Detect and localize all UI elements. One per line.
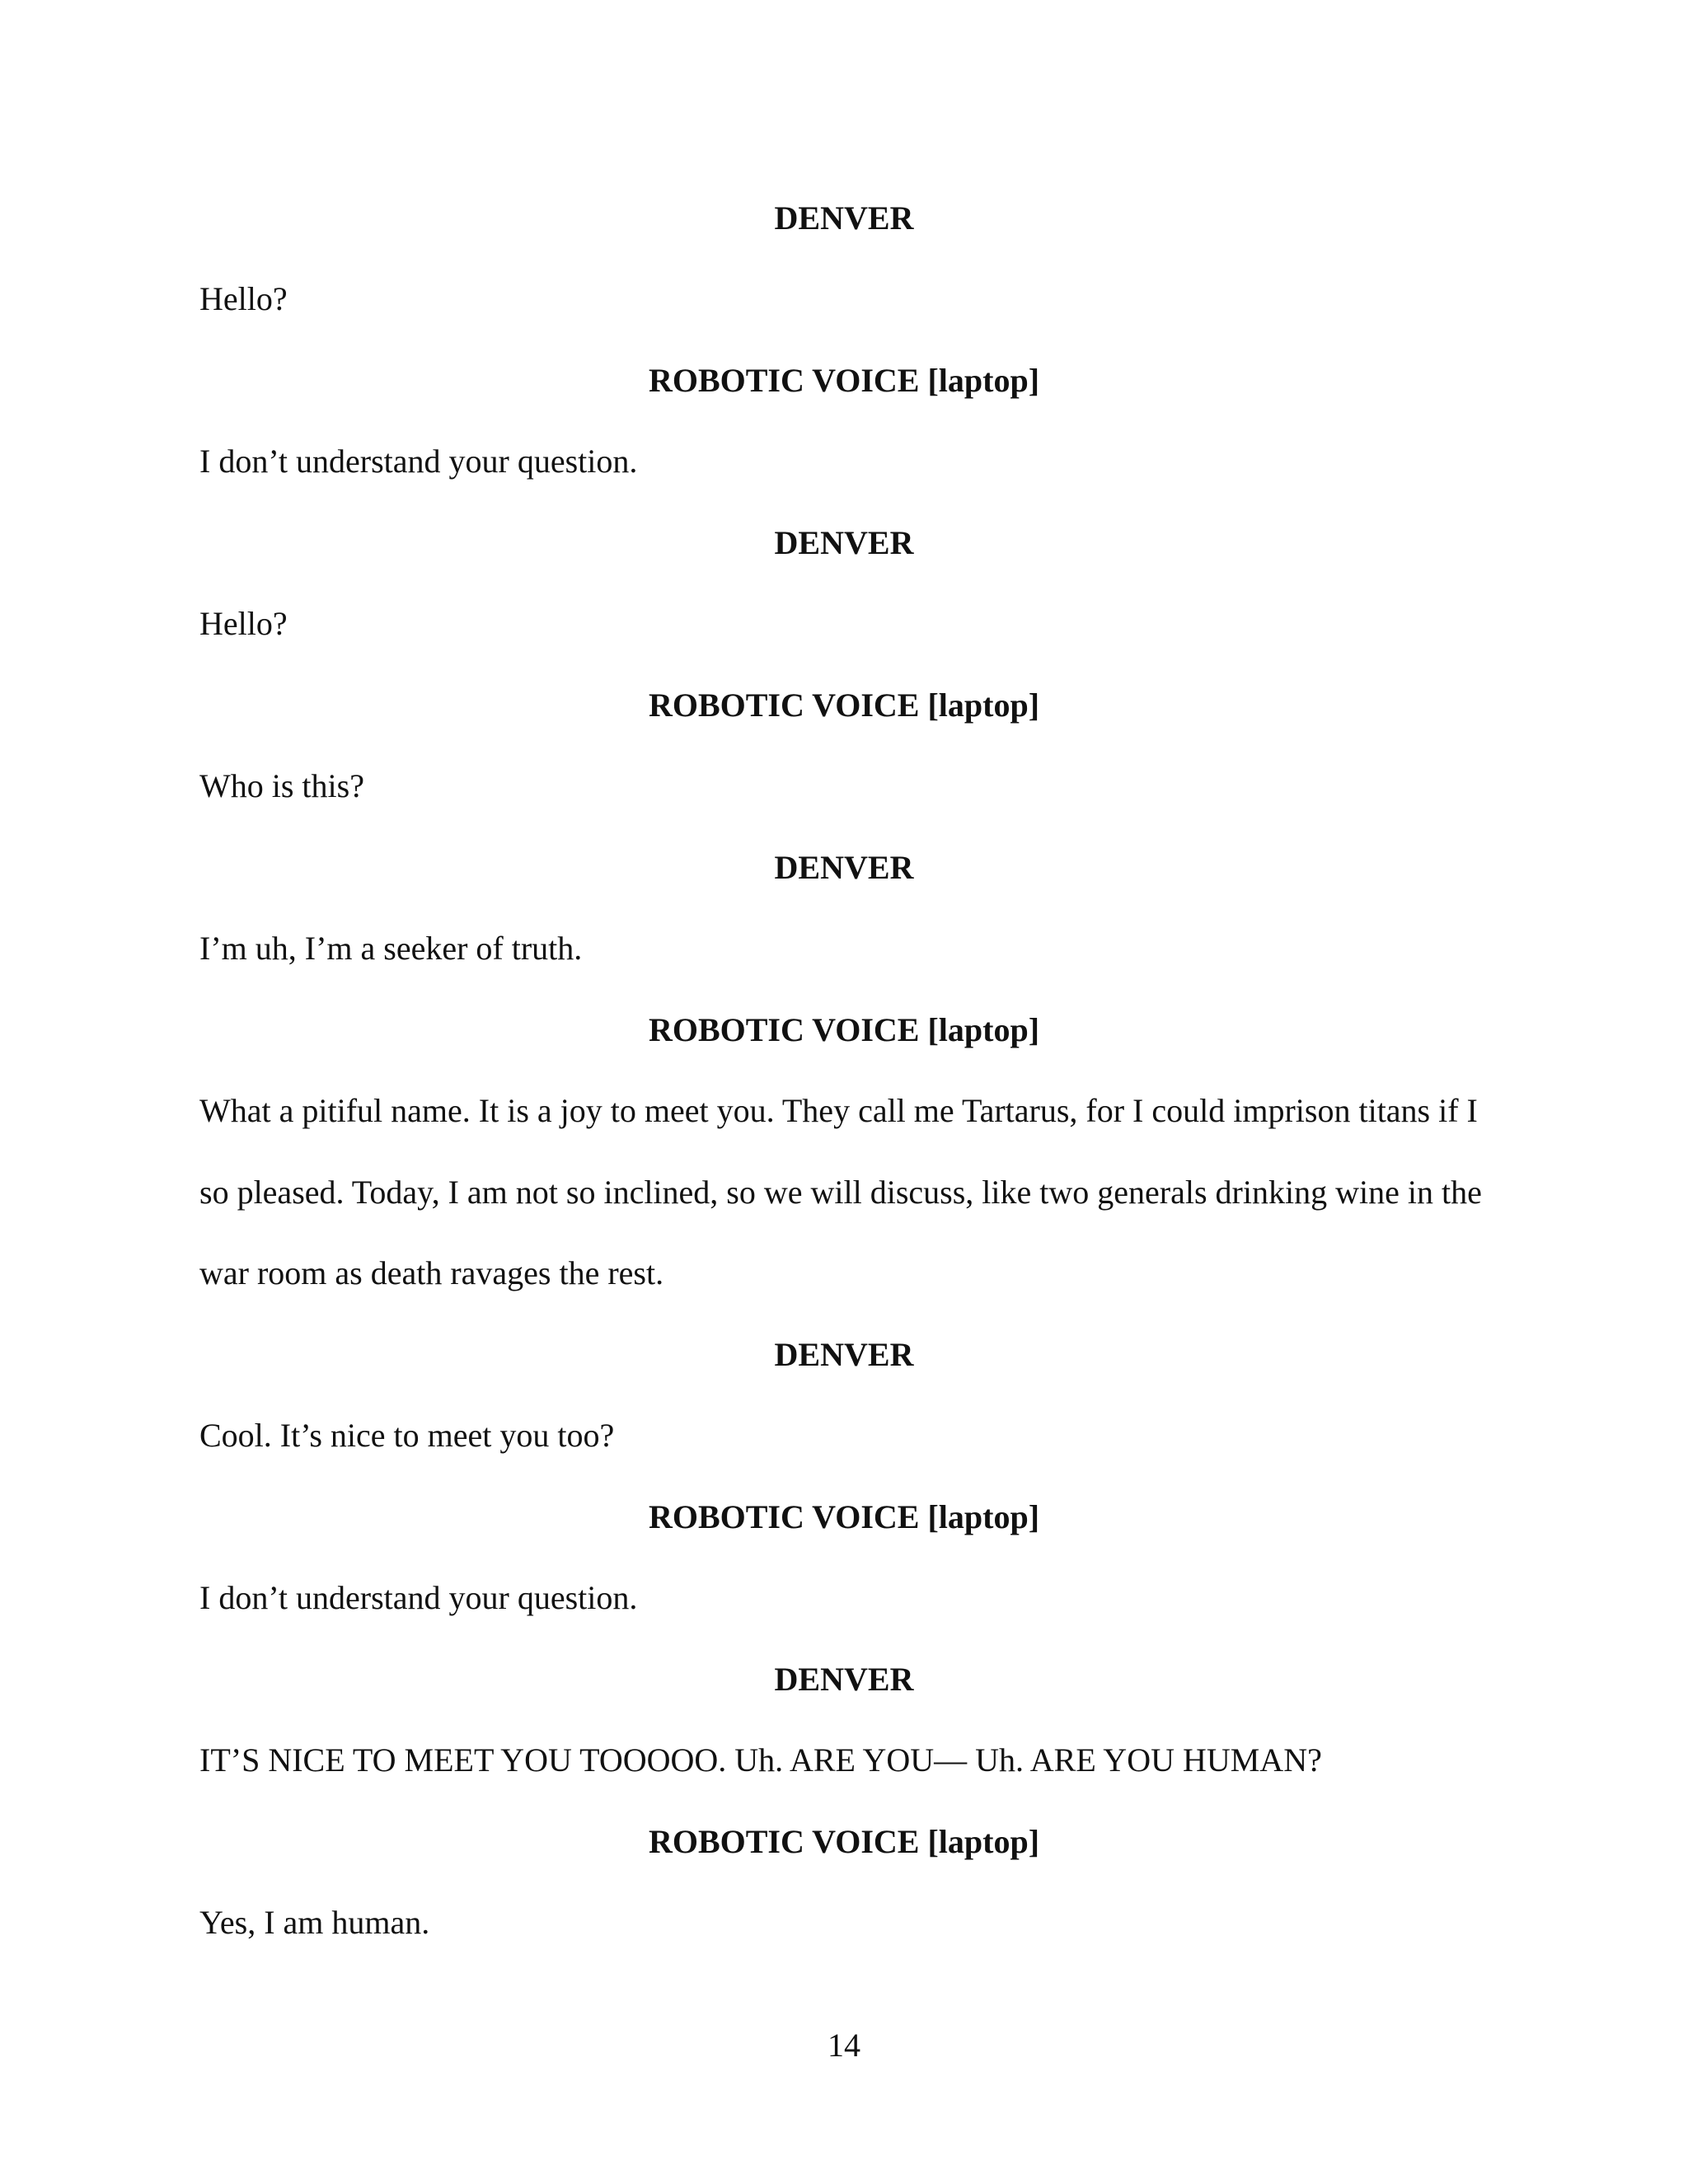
dialogue-line: so pleased. Today, I am not so inclined, so we will discuss, like two generals drinking wine in the (199, 1174, 1482, 1211)
dialogue-line: Yes, I am human. (199, 1904, 430, 1941)
speaker-name: ROBOTIC VOICE [laptop] (648, 362, 1040, 399)
dialogue-line: IT’S NICE TO MEET YOU TOOOOO. Uh. ARE YOU— Uh. ARE YOU HUMAN? (199, 1741, 1322, 1779)
dialogue-line: I don’t understand your question. (199, 443, 638, 480)
speaker-name: DENVER (774, 524, 914, 561)
speaker-name: ROBOTIC VOICE [laptop] (648, 1498, 1040, 1535)
speaker-name: DENVER (774, 1336, 914, 1373)
dialogue-line: What a pitiful name. It is a joy to meet you. They call me Tartarus, for I could imprison titans if I (199, 1092, 1478, 1129)
dialogue-line: Who is this? (199, 767, 364, 804)
speaker-name: DENVER (774, 849, 914, 886)
speaker-name: ROBOTIC VOICE [laptop] (648, 687, 1040, 724)
speaker-name: DENVER (774, 199, 914, 237)
dialogue-line: war room as death ravages the rest. (199, 1254, 664, 1291)
speaker-name: ROBOTIC VOICE [laptop] (648, 1823, 1040, 1860)
dialogue-line: Cool. It’s nice to meet you too? (199, 1417, 615, 1454)
dialogue-line: I’m uh, I’m a seeker of truth. (199, 930, 583, 967)
dialogue-line: Hello? (199, 605, 288, 642)
dialogue-line: I don’t understand your question. (199, 1579, 638, 1616)
speaker-name: ROBOTIC VOICE [laptop] (648, 1011, 1040, 1048)
speaker-name: DENVER (774, 1661, 914, 1698)
dialogue-line: Hello? (199, 280, 288, 317)
page-number: 14 (828, 2027, 860, 2064)
